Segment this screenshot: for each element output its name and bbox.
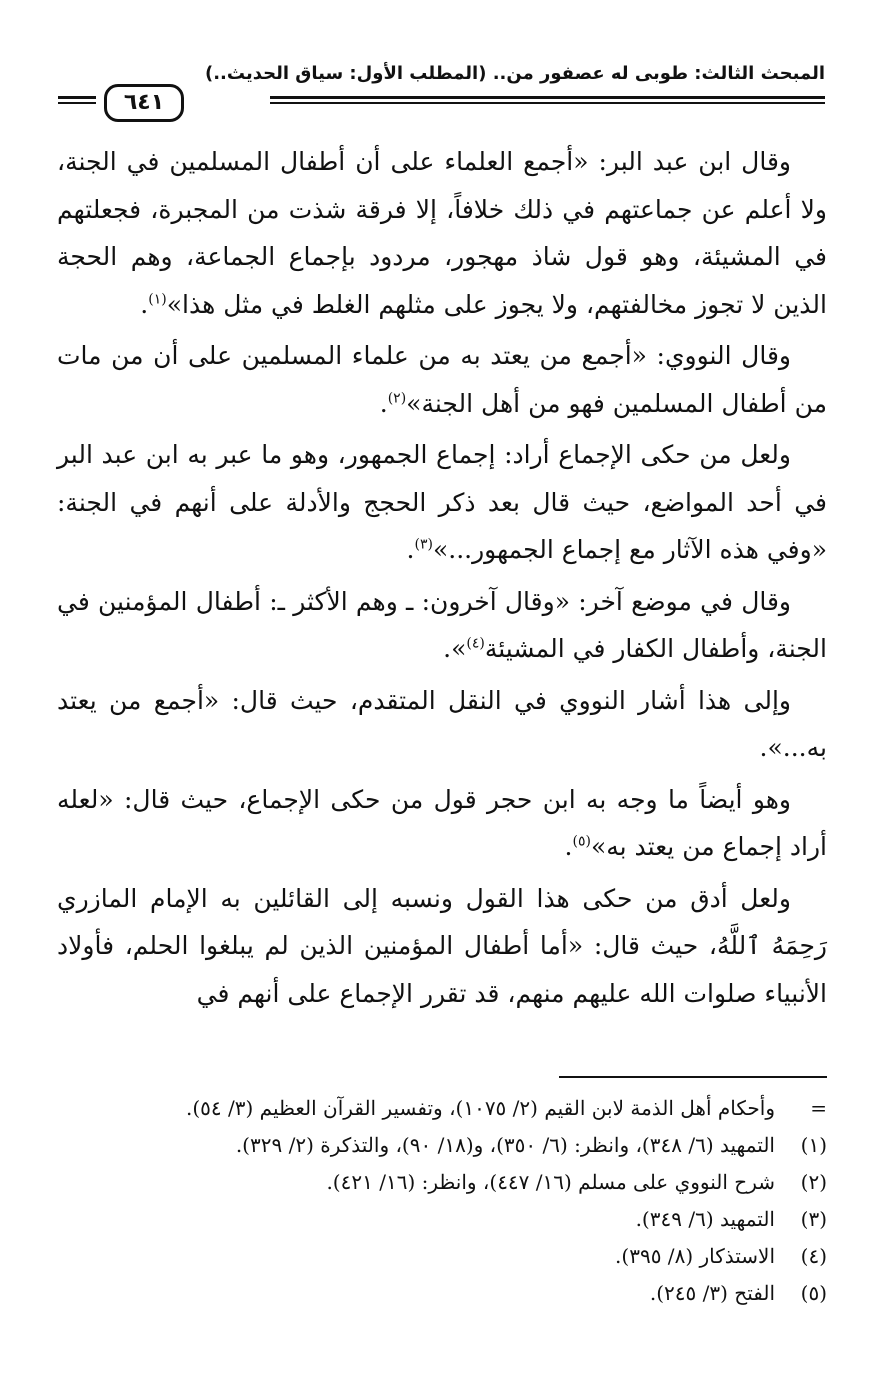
footnote-text: التمهيد (٦/ ٣٤٩). [635,1207,775,1231]
paragraph-text: . [379,388,388,418]
header-rule [270,96,825,106]
footnote-4 [57,1238,827,1275]
footnote-2 [57,1164,827,1201]
footnote-mark: = [810,1096,827,1120]
paragraph-4 [57,578,827,673]
paragraph-text: وقال ابن عبد البر: «أجمع العلماء على أن أطفال المسلمين في الجنة، ولا أعلم عن جماعتهم في ذلك خلافاً، إلا فرقة شذت من المجبرة، فجعلتهم في المشيئة، وهو قول شاذ مهجور، مردود بإجماع الجماعة، وهم الحجة الذين لا تجوز مخالفتهم، ولا يجوز على مثلهم الغلط في مثل هذا» [57,147,827,319]
paragraph-text: وهو أيضاً ما وجه به ابن حجر قول من حكى الإجماع، حيث قال: «لعله أراد إجماع من يعتد به» [57,784,827,861]
footnote-mark: (٢) [800,1170,827,1194]
footnote-text: وأحكام أهل الذمة لابن القيم (٢/ ١٠٧٥)، وتفسير القرآن العظيم (٣/ ٥٤). [185,1096,775,1120]
footnote-ref: (١) [148,291,167,308]
paragraph-text: . [564,832,573,861]
footnotes [57,1090,827,1312]
paragraph-text: وقال النووي: «أجمع من يعتد به من علماء المسلمين على أن من مات من أطفال المسلمين فهو من أهل الجنة» [57,341,827,418]
footnote-mark: (١) [800,1133,827,1157]
main-text [57,138,827,1021]
paragraph-3 [57,431,827,574]
footnote-text: شرح النووي على مسلم (١٦/ ٤٤٧)، وانظر: (١٦/ ٤٢١). [326,1170,775,1194]
header-rule-left [58,96,96,106]
paragraph-text: . [406,535,415,564]
footnote-1 [57,1127,827,1164]
paragraph-7 [57,875,827,1018]
footnote-3 [57,1201,827,1238]
footnote-text: الفتح (٣/ ٢٤٥). [649,1281,775,1305]
footnote-text: الاستذكار (٨/ ٣٩٥). [615,1244,775,1268]
footnote-ref: (٢) [387,390,407,407]
page-number: ٦٤١ [104,84,184,122]
footnote-mark: (٥) [800,1281,827,1305]
footnote-ref: (٥) [572,833,591,850]
footnote-separator [559,1076,827,1078]
paragraph-text: وقال في موضع آخر: «وقال آخرون: ـ وهم الأكثر ـ: أطفال المؤمنين في الجنة، وأطفال الكفار في المشيئة [57,586,827,663]
paragraph-6 [57,776,827,871]
paragraph-text: ولعل أدق من حكى هذا القول ونسبه إلى القائلين به الإمام المازري رَحِمَهُ ٱللَّهُ، حيث قال: «أما أطفال المؤمنين الذين لم يبلغوا الحلم، فأولاد الأنبياء صلوات الله عليهم منهم، قد تقرر الإجماع على أنهم في [57,883,827,1008]
paragraph-text: وإلى هذا أشار النووي في النقل المتقدم، حيث قال: «أجمع من يعتد به...». [57,685,827,762]
paragraph-text: ولعل من حكى الإجماع أراد: إجماع الجمهور، وهو ما عبر به ابن عبد البر في أحد المواضع، حيث قال بعد ذكر الحجج والأدلة على أنهم في الجنة: «وفي هذه الآثار مع إجماع الجمهور...» [57,440,827,564]
paragraph-2 [57,332,827,427]
running-header: المبحث الثالث: طوبى له عصفور من.. (المطلب الأول: سياق الحديث..) [204,63,825,84]
footnote-text: التمهيد (٦/ ٣٤٨)، وانظر: (٦/ ٣٥٠)، و(١٨/ ٩٠)، والتذكرة (٢/ ٣٢٩). [235,1133,775,1157]
paragraph-text: . [140,289,149,319]
paragraph-1 [57,138,827,328]
footnote-mark: (٤) [800,1244,827,1268]
footnote-mark: (٣) [800,1207,827,1231]
footnote-ref: (٤) [466,635,485,652]
paragraph-text: ». [443,634,467,663]
footnote-5 [57,1275,827,1312]
footnote-ref: (٣) [414,536,433,553]
paragraph-5 [57,677,827,772]
footnote-continued [57,1090,827,1127]
